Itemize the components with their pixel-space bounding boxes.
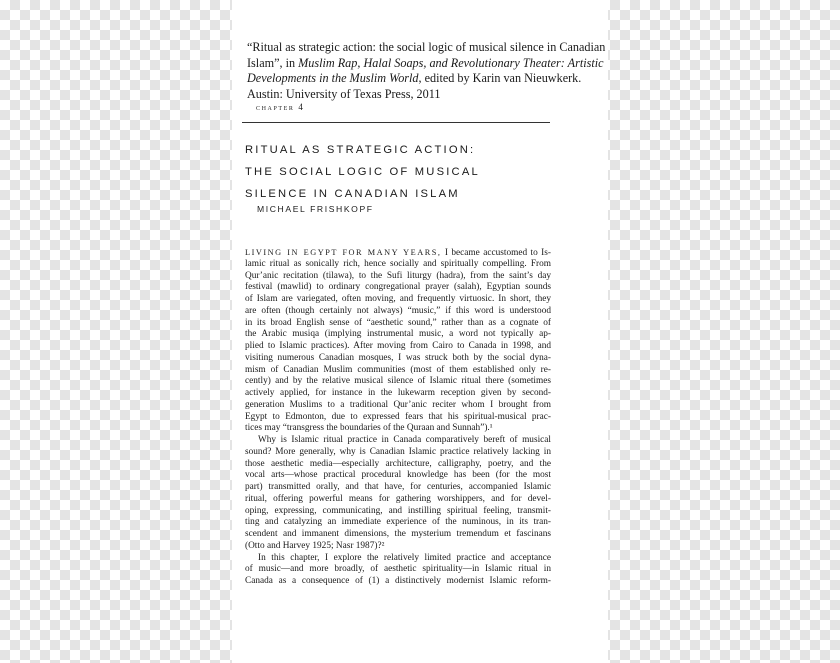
citation-editor: , edited by Karin van Nieuwkerk. [418,71,582,86]
body-line: In this chapter, I explore the relatively limited practice and acceptance [258,552,551,563]
citation-publisher: Austin: University of Texas Press, 2011 [247,86,441,101]
author-name: MICHAEL FRISHKOPF [257,204,374,214]
body-line: (Otto and Harvey 1925; Nasr 1987)?² [245,540,385,551]
body-line: tices may “transgress the boundaries of the Quraan and Sunnah”).¹ [245,423,493,434]
body-line: Why is Islamic ritual practice in Canada comparatively bereft of musical [258,435,551,445]
chapter-title-line: RITUAL AS STRATEGIC ACTION: [245,144,476,156]
body-line: generation Muslims to a traditional Qur’anic reciter whom I brought from [245,399,551,410]
body-line: oping, expressing, communicating, and instilling spiritual feeling, transmit- [245,505,551,516]
body-line: cently) and by the relative musical silence of Islamic ritual there (sometimes [245,376,551,387]
body-line: actively applied, for instance in the lukewarm reception given by second- [245,388,551,398]
body-line: festival (mawlid) to ordinary congregational prayer (salah), Egyptian sounds [245,282,551,293]
body-line: of music—and more broadly, of aesthetic spirituality—in Islamic ritual in [245,564,551,575]
citation-book-title: Muslim Rap, Halal Soaps, and Revolutionary Theater: Artistic Developments in the Muslim World [247,55,604,86]
body-line: ting and catalyzing an immediate experience of the numinous, in its tran- [245,517,551,528]
document-page [232,0,608,663]
chapter-rule [242,122,550,123]
body-line: lamic ritual as sonically rich, hence socially and spiritually compelling. From [245,258,551,269]
body-line: Canada as a consequence of (1) a distinctively modernist Islamic reform- [245,576,551,586]
body-line: Egypt to Edmonton, due to expressed fears that his spiritual-musical prac- [245,411,551,422]
body-line: of Islam are variegated, often moving, and frequently virtuosic. In short, they [245,294,551,304]
citation-text: “Ritual as strategic action: the social logic of musical silence in Canadian Islam”, in [247,40,606,70]
body-line: scendent and immanent dimensions, the mysterium tremendum et fascinans [245,529,551,539]
body-line: the Arabic musiqa (implying instrumental music, a word not typically ap- [245,329,551,340]
chapter-title [245,139,545,205]
body-line: plied to Islamic practices). After moving from Cairo to Canada in 1998, and [245,341,551,351]
body-line: part) transmitted orally, and that have, for centuries, accompanied Islamic [245,482,551,492]
chapter-label: chapter 4 [256,102,305,112]
body-text [245,247,551,588]
opening-smallcaps: LIVING IN EGYPT FOR MANY YEARS, [245,248,442,257]
body-line [245,247,551,259]
body-line: those aesthetic media—especially architecture, calligraphy, poetry, and the [245,458,551,469]
body-line: mism of Canadian Muslim communities (most of them established only re- [245,364,551,375]
chapter-title-line: THE SOCIAL LOGIC OF MUSICAL [245,166,480,178]
body-line: vocal arts—whose practical procedural knowledge has been (for the most [245,470,551,481]
chapter-title-line: SILENCE IN CANADIAN ISLAM [245,188,460,200]
body-line: in its broad English sense of “aesthetic sound,” rather than as a cognate of [245,317,551,328]
body-line: are often (though certainly not always) “music,” if this word is understood [245,305,551,316]
body-line: Qur’anic recitation (tilawa), to the Sufi liturgy (hadra), from the saint’s day [245,270,551,281]
body-line-text: I became accustomed to Is- [441,248,551,258]
body-line: visiting numerous Canadian mosques, I was struck both by the social dyna- [245,352,551,363]
body-line: sound? More generally, why is Canadian Islamic practice relatively lacking in [245,446,551,457]
citation [247,40,607,102]
body-line: ritual, offering powerful means for gathering worshippers, and for devel- [245,493,551,504]
